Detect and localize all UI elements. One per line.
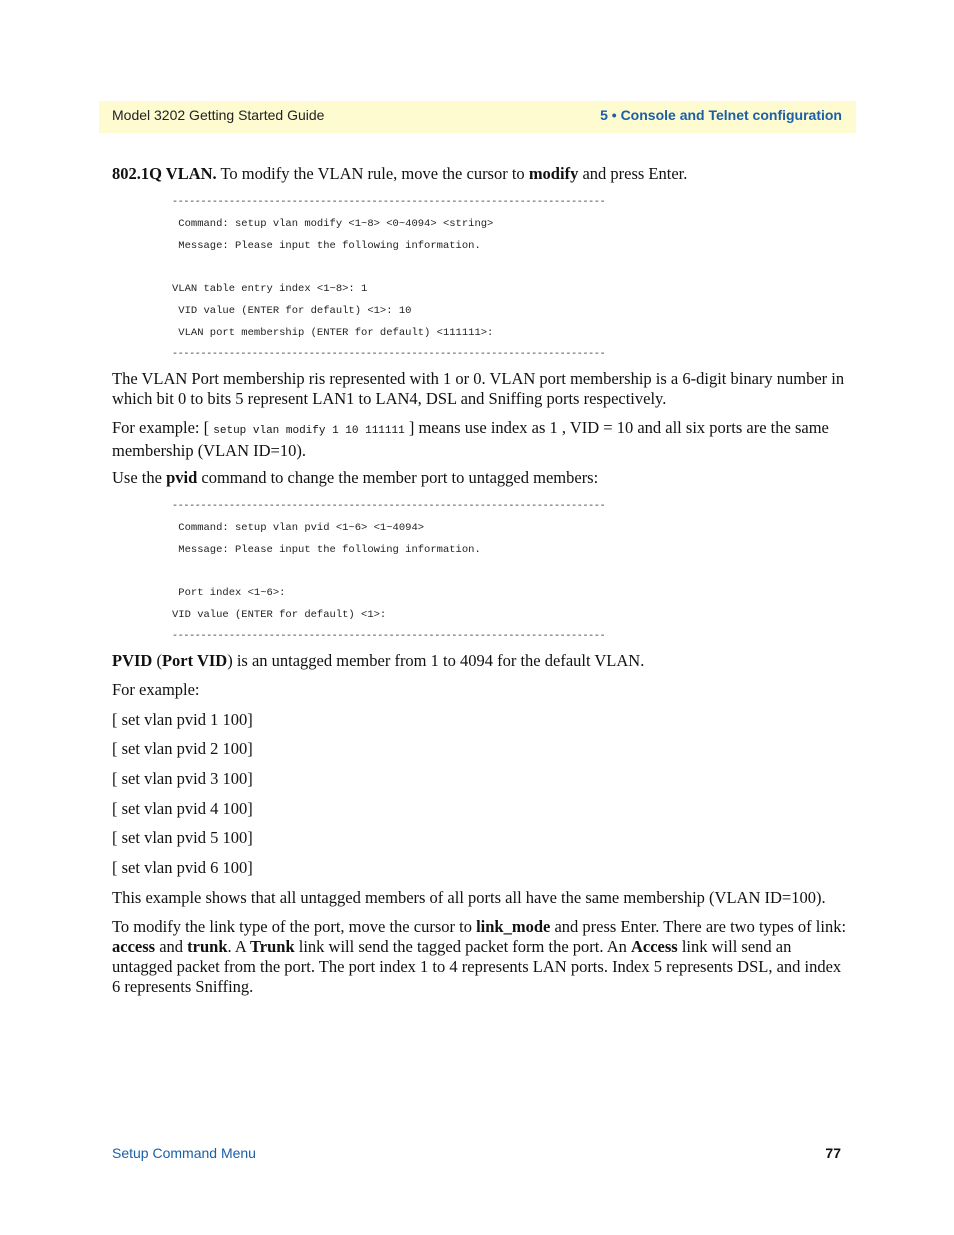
code-separator: ---------------------------------------------------------------------------- [172, 349, 606, 360]
bold-term: PVID [112, 651, 153, 670]
text: and [155, 937, 188, 956]
bold-term: modify [528, 164, 579, 183]
text: command to change the member port to untagged members: [197, 468, 599, 487]
section-lead: 802.1Q VLAN. [112, 164, 217, 183]
code-separator: ---------------------------------------------------------------------------- [172, 501, 606, 512]
code-separator: ---------------------------------------------------------------------------- [172, 631, 606, 642]
bold-term: Trunk [250, 937, 295, 956]
code-line: Port index <1~6>: [172, 587, 286, 599]
text: and press Enter. There are two types of link: [550, 917, 847, 936]
text: ] means use index as 1 , VID = 10 and all six ports are the same membership (VLAN ID=10). [112, 418, 829, 460]
text: Use the [112, 468, 167, 487]
code-line: VLAN port membership (ENTER for default) <111111>: [172, 327, 494, 339]
code-line: VLAN table entry index <1~8>: 1 [172, 283, 368, 295]
example-line: [ set vlan pvid 4 100] [112, 799, 253, 818]
example-line: [ set vlan pvid 1 100] [112, 710, 253, 729]
bold-term: pvid [166, 468, 198, 487]
code-line: VID value (ENTER for default) <1>: [172, 609, 387, 621]
bold-term: trunk [187, 937, 228, 956]
bold-term: Port VID [161, 651, 228, 670]
text: For example: [ [112, 418, 214, 437]
paragraph-example [112, 418, 847, 461]
text: and press Enter. [578, 164, 688, 183]
inline-code: setup vlan modify 1 10 111111 [213, 425, 405, 437]
bold-term: Access [630, 937, 678, 956]
example-line: [ set vlan pvid 3 100] [112, 769, 253, 788]
paragraph-pvid [112, 651, 847, 671]
paragraph-summary: This example shows that all untagged members of all ports all have the same membership (VLAN ID=100). [112, 888, 826, 907]
code-line: VID value (ENTER for default) <1>: 10 [172, 305, 412, 317]
text: . A [227, 937, 250, 956]
bold-term: link_mode [476, 917, 551, 936]
paragraph-vlan-modify [112, 164, 847, 184]
text: link will send an untagged packet from the port. The port index 1 to 4 represents LAN ports. Index 5 represents DSL, and index 6 represents Sniffing. [112, 937, 842, 996]
example-line: [ set vlan pvid 2 100] [112, 739, 253, 758]
text: ( [152, 651, 162, 670]
code-line: Message: Please input the following information. [172, 240, 481, 252]
footer-section-title: Setup Command Menu [112, 1145, 256, 1161]
paragraph-link-mode [112, 917, 847, 997]
code-line: Command: setup vlan pvid <1~6> <1~4094> [172, 522, 425, 534]
text: ) is an untagged member from 1 to 4094 for the default VLAN. [227, 651, 645, 670]
text: To modify the VLAN rule, move the cursor to [216, 164, 529, 183]
code-line: Command: setup vlan modify <1~8> <0~4094> <string> [172, 218, 494, 230]
code-separator: ---------------------------------------------------------------------------- [172, 197, 606, 208]
paragraph-pvid-intro [112, 468, 847, 488]
text: link will send the tagged packet form the port. An [294, 937, 631, 956]
page-header [99, 101, 856, 133]
paragraph-membership: The VLAN Port membership ris represented with 1 or 0. VLAN port membership is a 6-digit binary number in which bit 0 to bits 5 represent LAN1 to LAN4, DSL and Sniffing ports respectively. [112, 369, 845, 408]
example-line: [ set vlan pvid 6 100] [112, 858, 253, 877]
for-example-label: For example: [112, 680, 200, 699]
chapter-title: 5 • Console and Telnet configuration [600, 107, 842, 123]
page-number: 77 [825, 1145, 841, 1161]
bold-term: access [112, 937, 156, 956]
example-line: [ set vlan pvid 5 100] [112, 828, 253, 847]
text: To modify the link type of the port, move the cursor to [112, 917, 477, 936]
code-line: Message: Please input the following information. [172, 544, 481, 556]
guide-title: Model 3202 Getting Started Guide [112, 107, 325, 123]
